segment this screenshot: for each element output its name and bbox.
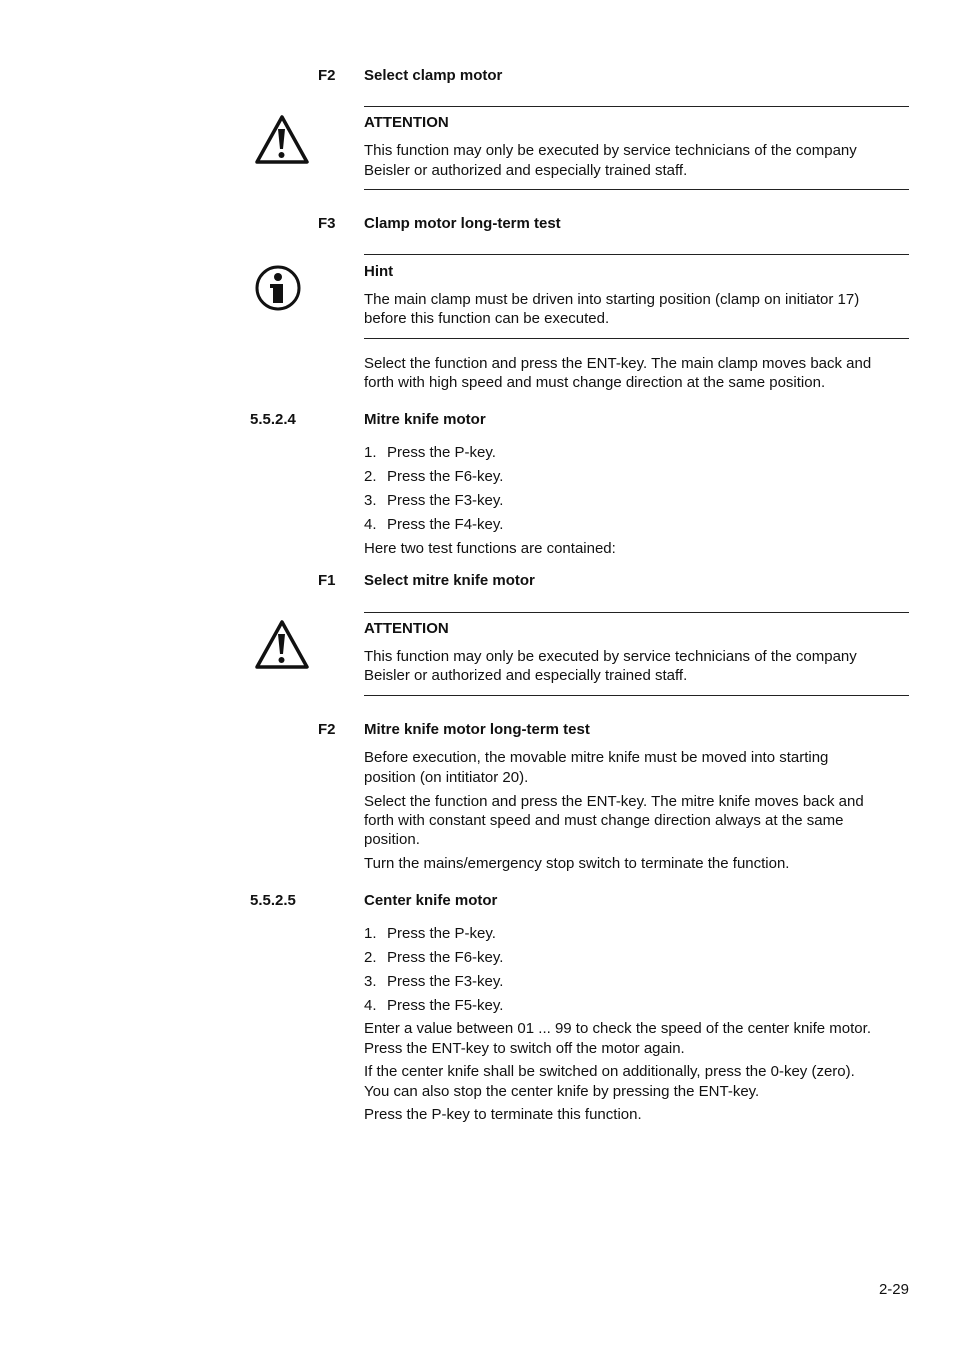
- divider: [364, 338, 909, 339]
- list-item: [364, 491, 503, 510]
- hint-heading: Hint: [364, 263, 394, 280]
- list-text: Press the F5-key.: [387, 997, 504, 1014]
- divider: [364, 106, 909, 107]
- attention-text-line: This function may only be executed by service technicians of the company: [364, 648, 857, 665]
- page-number: 2-29: [878, 1281, 909, 1298]
- divider: [364, 254, 909, 255]
- list-item: [364, 972, 503, 991]
- paragraph-line: forth with high speed and must change direction at the same position.: [364, 374, 826, 391]
- function-title: Select mitre knife motor: [364, 572, 535, 589]
- paragraph-line: If the center knife shall be switched on additionally, press the 0-key (zero).: [364, 1063, 855, 1080]
- attention-heading: ATTENTION: [364, 620, 449, 637]
- list-number: 4.: [364, 516, 377, 533]
- warning-triangle-icon: [254, 114, 310, 166]
- paragraph-line: Turn the mains/emergency stop switch to terminate the function.: [364, 855, 790, 872]
- divider: [364, 695, 909, 696]
- list-number: 1.: [364, 444, 377, 461]
- paragraph-line: Select the function and press the ENT-key. The main clamp moves back and: [364, 355, 872, 372]
- list-text: Press the F6-key.: [387, 468, 504, 485]
- list-item: [364, 996, 503, 1015]
- function-title: Select clamp motor: [364, 67, 503, 84]
- list-number: 3.: [364, 492, 377, 509]
- function-key-label: F3: [318, 215, 336, 232]
- list-text: Press the F6-key.: [387, 949, 504, 966]
- list-item: [364, 948, 503, 967]
- warning-triangle-icon: [254, 619, 310, 671]
- list-item: [364, 467, 503, 486]
- list-text: Press the F4-key.: [387, 516, 504, 533]
- list-number: 2.: [364, 949, 377, 966]
- paragraph-line: Before execution, the movable mitre knife must be moved into starting: [364, 749, 829, 766]
- list-text: Press the F3-key.: [387, 973, 504, 990]
- paragraph-line: position (on intitiator 20).: [364, 769, 529, 786]
- paragraph-line: Press the P-key to terminate this function.: [364, 1106, 642, 1123]
- list-number: 2.: [364, 468, 377, 485]
- paragraph-line: Enter a value between 01 ... 99 to check the speed of the center knife motor.: [364, 1020, 871, 1037]
- divider: [364, 189, 909, 190]
- paragraph-line: forth with constant speed and must change direction always at the same: [364, 812, 844, 829]
- list-item: [364, 924, 496, 943]
- list-item: [364, 515, 503, 534]
- list-number: 3.: [364, 973, 377, 990]
- hint-text-line: The main clamp must be driven into starting position (clamp on initiator 17): [364, 291, 860, 308]
- attention-heading: ATTENTION: [364, 114, 449, 131]
- function-key-label: F2: [318, 67, 336, 84]
- list-text: Press the P-key.: [387, 925, 496, 942]
- paragraph-line: Select the function and press the ENT-key. The mitre knife moves back and: [364, 793, 864, 810]
- list-number: 1.: [364, 925, 377, 942]
- attention-text-line: Beisler or authorized and especially trained staff.: [364, 162, 688, 179]
- divider: [364, 612, 909, 613]
- list-text: Press the P-key.: [387, 444, 496, 461]
- section-number: 5.5.2.5: [250, 892, 296, 909]
- function-key-label: F1: [318, 572, 336, 589]
- attention-text-line: Beisler or authorized and especially trained staff.: [364, 667, 688, 684]
- function-title: Mitre knife motor long-term test: [364, 721, 590, 738]
- list-number: 4.: [364, 997, 377, 1014]
- section-number: 5.5.2.4: [250, 411, 296, 428]
- list-text: Press the F3-key.: [387, 492, 504, 509]
- paragraph-line: Here two test functions are contained:: [364, 540, 616, 557]
- function-title: Clamp motor long-term test: [364, 215, 561, 232]
- paragraph-line: position.: [364, 831, 420, 848]
- section-title: Mitre knife motor: [364, 411, 486, 428]
- attention-text-line: This function may only be executed by service technicians of the company: [364, 142, 857, 159]
- hint-text-line: before this function can be executed.: [364, 310, 610, 327]
- paragraph-line: Press the ENT-key to switch off the motor again.: [364, 1040, 685, 1057]
- section-title: Center knife motor: [364, 892, 498, 909]
- info-icon: [254, 263, 310, 315]
- function-key-label: F2: [318, 721, 336, 738]
- paragraph-line: You can also stop the center knife by pressing the ENT-key.: [364, 1083, 760, 1100]
- list-item: [364, 443, 496, 462]
